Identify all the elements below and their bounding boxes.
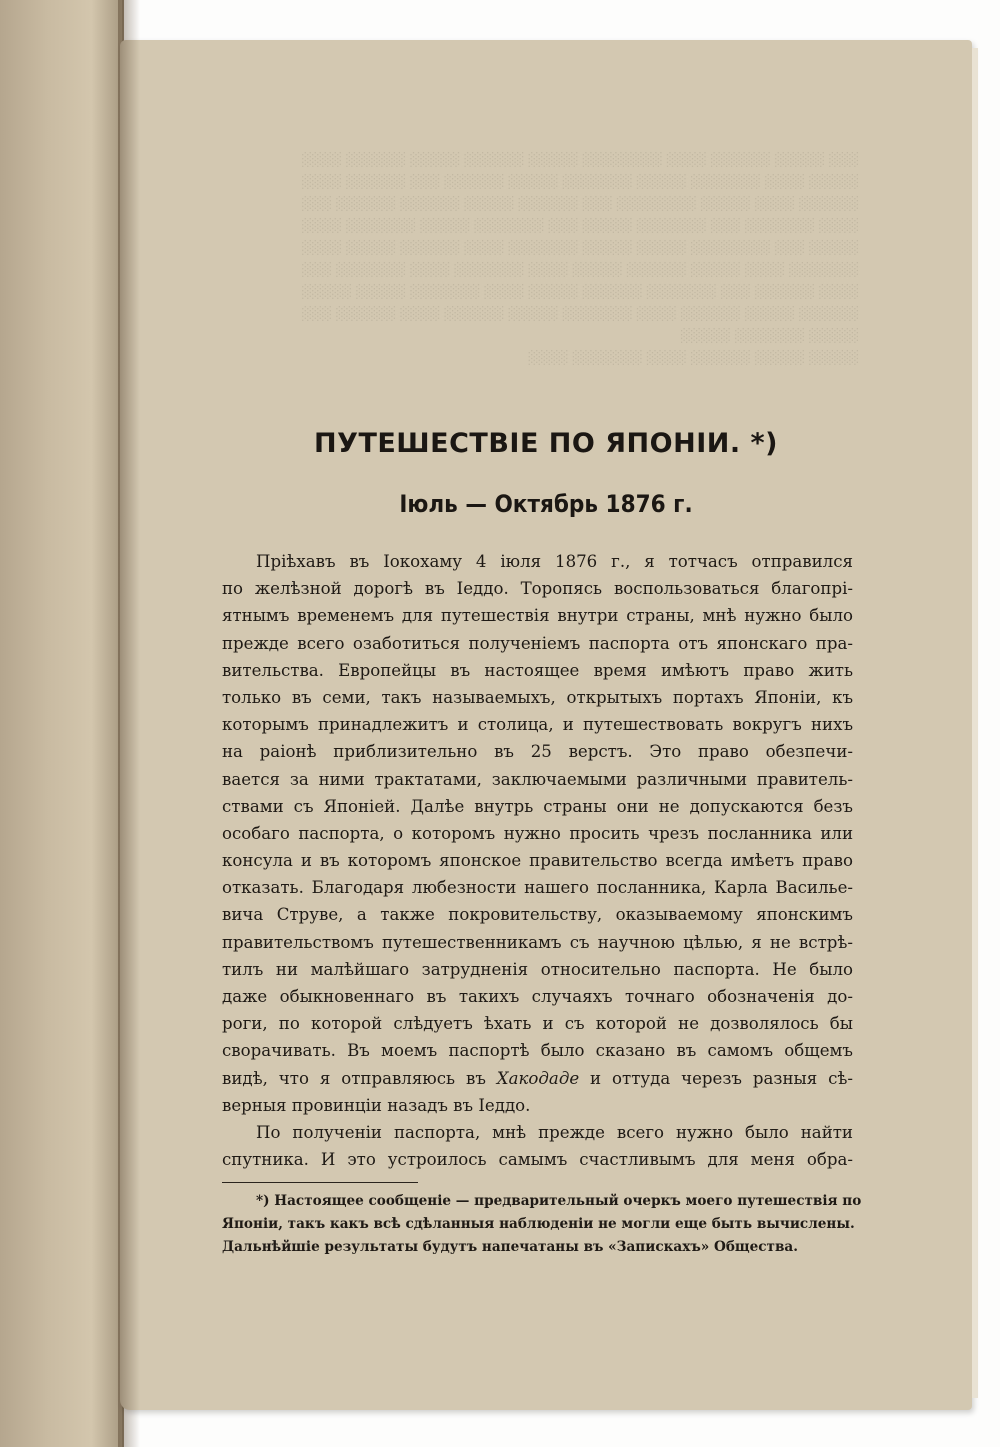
text-line: спутника. И это устроилось самымъ счастливымъ для меня обра- [222, 1150, 853, 1170]
text-line: особаго паспорта, о которомъ нужно просить чрезъ посланника или [222, 823, 853, 843]
text-line: прежде всего озаботиться полученіемъ паспорта отъ японскаго пра- [222, 633, 853, 653]
text-segment: видѣ, что я отправляюсь въ [222, 1068, 497, 1088]
article-body [222, 548, 853, 1173]
text-line: даже обыкновеннаго въ такихъ случаяхъ точнаго обозначенія до- [222, 987, 853, 1006]
text-line: по желѣзной дорогѣ въ Іеддо. Торопясь воспользоваться благопрі- [222, 579, 853, 599]
text-line: отказать. Благодаря любезности нашего посланника, Карла Василье- [222, 878, 853, 898]
text-line: роги, по которой слѣдуетъ ѣхать и съ которой не дозволялось бы [222, 1014, 853, 1034]
facing-page-edge [0, 0, 124, 1447]
text-segment: и оттуда черезъ разныя сѣ- [579, 1068, 853, 1088]
show-through-texture: ░░░ ░░░░░ ░░░░░░ ░░░░ ░░░░░░░░ ░░░░░ ░░░░░░ ░░░░░ ░░░░░░ ░░░░ ░░░░░ ░░░░ ░░░░░░░ ░░░░░ ░░░░░░░ ░░░░░ ░░░░░░ ░░░ ░░░░░░ ░░░░ ░░░░░░ ░░░░ ░░░░░ ░░░░░░░░ ░░░ ░░░░░░ ░░░░░ ░░░░░░ ░░░░░░ ░░░ ░░░░ ░░░░░░░ ░░░ ░░░░░░░ ░░░░░ ░░░ ░░░░░░░ ░░░░░ ░░░░░░░ ░░░░ ░░░░░ ░░░ ░░░░░░░░ ░░░░░ ░░░░░ ░░░░░░░ ░░░░ ░░░░░░ ░░░░░ ░░░░ ░░░░░░░ ░░░░ ░░░░░ ░░░░░░ ░░░░░ ░░░░ ░░░░░░░ ░░░░ ░░░░░░░ ░░░ ░░░░ ░░░░░░ ░░░ ░░░░░░░ ░░░░░░ ░░░░░ ░░░░ ░░░░░░░ ░░░░░ ░░░░░ ░░░░░░ ░░░░░ ░░░░░░ ░░░░ ░░░░░░░ ░░░░░ ░░░░░░ ░░░░ ░░░░░░ ░░░ ░░░░░ ░░░░░░░ ░░░░░ ░░░░░ ░░░░░ ░░░░░░ ░░░░ ░░░░░░░ ░░░░ [300, 153, 858, 366]
text-line: ствами съ Японіей. Далѣе внутрь страны они не допускаются безъ [222, 796, 853, 816]
text-line: Пріѣхавъ въ Іокохаму 4 іюля 1876 г., я тотчасъ отправился [256, 552, 853, 571]
page-stack-edge [972, 48, 978, 1398]
text-line: которымъ принадлежитъ и столица, и путешествовать вокругъ нихъ [222, 715, 853, 735]
text-line: вается за ними трактатами, заключаемыми различными правитель- [222, 769, 853, 789]
text-line: По полученіи паспорта, мнѣ прежде всего нужно было найти [256, 1122, 853, 1142]
text-line: только въ семи, такъ называемыхъ, открытыхъ портахъ Японіи, къ [222, 687, 853, 707]
text-line: тилъ ни малѣйшаго затрудненія относительно паспорта. Не было [222, 959, 853, 979]
text-line: вича Струве, а также покровительству, оказываемому японскимъ [222, 905, 853, 925]
text-line-with-italic [222, 1065, 853, 1092]
text-line: консула и въ которомъ японское правительство всегда имѣетъ право [222, 851, 853, 871]
footnote [222, 1190, 862, 1259]
article-date-range: Іюль — Октябрь 1876 г. [399, 490, 693, 518]
text-line: на раіонѣ приблизительно въ 25 верстъ. Это право обезпечи- [222, 742, 853, 762]
italic-place-name: Хакодаде [496, 1068, 580, 1088]
article-title: ПУТЕШЕСТВІЕ ПО ЯПОНІИ. *) [314, 428, 778, 459]
footnote-line: *) Настоящее сообщеніе — предварительный очеркъ моего путешествія по [256, 1193, 862, 1209]
gutter-shadow [118, 0, 140, 1447]
text-line: ятнымъ временемъ для путешествія внутри страны, мнѣ нужно было [222, 606, 853, 626]
footnote-line: Дальнѣйшіе результаты будутъ напечатаны въ «Запискахъ» Общества. [222, 1239, 798, 1255]
footnote-divider [222, 1182, 418, 1183]
text-line: сворачивать. Въ моемъ паспортѣ было сказано въ самомъ общемъ [222, 1041, 853, 1061]
text-line: правительствомъ путешественникамъ съ научною цѣлью, я не встрѣ- [222, 932, 853, 952]
text-line: вительства. Европейцы въ настоящее время имѣютъ право жить [222, 660, 853, 680]
footnote-line: Японіи, такъ какъ всѣ сдѣланныя наблюденіи не могли еще быть вычислены. [222, 1216, 855, 1232]
text-line: верныя провинціи назадъ въ Іеддо. [222, 1095, 531, 1115]
